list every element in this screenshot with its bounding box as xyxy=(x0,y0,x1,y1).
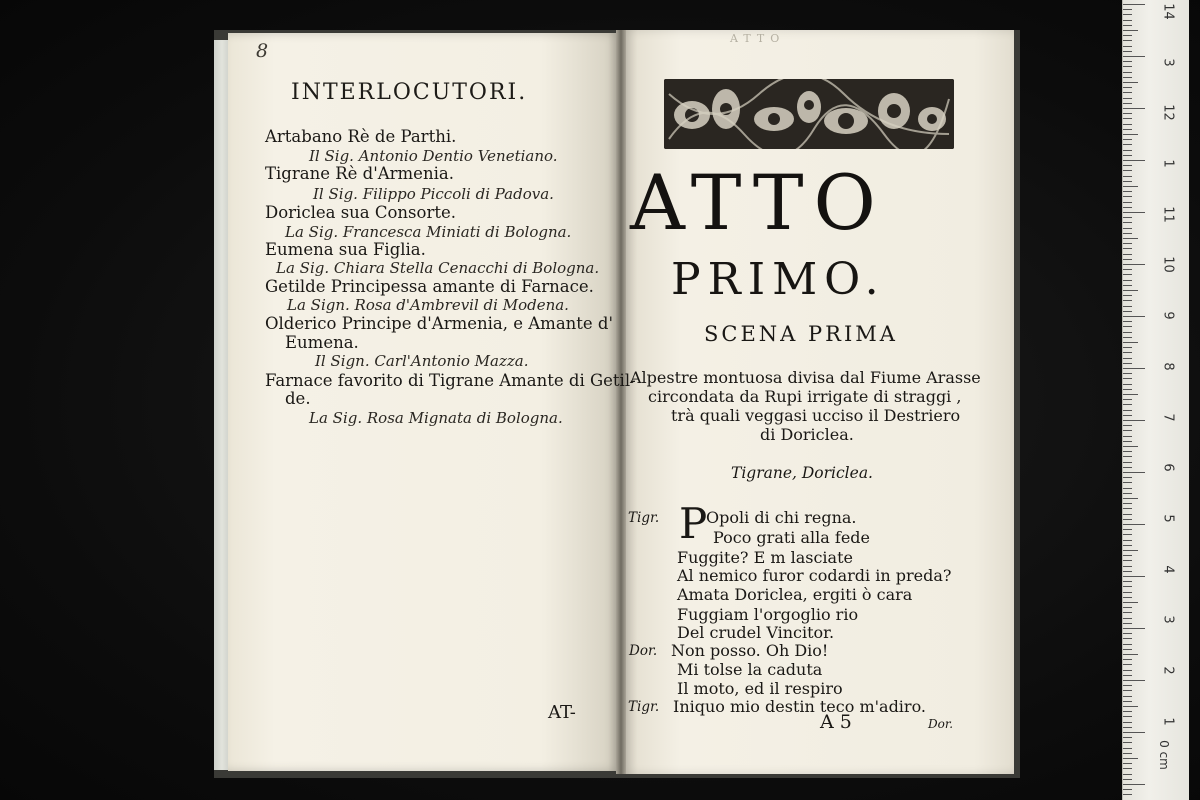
ruler-tick xyxy=(1123,72,1132,73)
woodcut-ornament xyxy=(664,79,954,149)
ruler-tick xyxy=(1123,363,1132,364)
ruler-tick xyxy=(1123,124,1132,125)
ruler-tick xyxy=(1123,311,1132,312)
ruler-tick xyxy=(1123,139,1132,140)
book-gutter xyxy=(616,30,626,774)
ruler-tick xyxy=(1123,670,1132,671)
ruler-tick xyxy=(1123,566,1132,567)
ruler-tick xyxy=(1123,280,1132,281)
ruler-label: 3 xyxy=(1160,58,1176,67)
ruler-tick xyxy=(1123,654,1138,655)
ruler-tick xyxy=(1123,482,1132,483)
cast-role: Farnace favorito di Tigrane Amante di Getil- xyxy=(265,371,636,390)
ruler-tick xyxy=(1123,420,1145,421)
ruler-tick xyxy=(1123,165,1132,166)
measurement-ruler xyxy=(1122,0,1189,800)
ruler-tick xyxy=(1123,378,1132,379)
ruler-tick xyxy=(1123,649,1132,650)
scene-description-line: di Doriclea. xyxy=(760,425,854,444)
ruler-tick xyxy=(1123,628,1145,629)
verse-line: Iniquo mio destin teco m'adiro. xyxy=(673,697,927,716)
ruler-tick xyxy=(1123,529,1132,530)
ruler-tick xyxy=(1123,61,1132,62)
ruler-tick xyxy=(1123,186,1138,187)
ruler-tick xyxy=(1123,638,1132,639)
ruler-tick xyxy=(1123,498,1138,499)
cast-actor: Il Sig. Antonio Dentio Venetiano. xyxy=(309,147,558,165)
speaker-label: Tigr. xyxy=(628,699,660,715)
ruler-tick xyxy=(1123,753,1132,754)
ruler-tick xyxy=(1123,618,1132,619)
ruler-tick xyxy=(1123,134,1138,135)
ruler-tick xyxy=(1123,269,1132,270)
ruler-tick xyxy=(1123,295,1132,296)
ruler-tick xyxy=(1123,716,1132,717)
ruler-tick xyxy=(1123,576,1145,577)
ruler-tick xyxy=(1123,92,1132,93)
ruler-tick xyxy=(1123,176,1132,177)
ruler-tick xyxy=(1123,373,1132,374)
ruler-tick xyxy=(1123,290,1138,291)
ruler-tick xyxy=(1123,399,1132,400)
drop-cap: P xyxy=(679,499,708,548)
ruler-label: 12 xyxy=(1160,104,1176,122)
ruler-tick xyxy=(1123,46,1132,47)
ruler-tick xyxy=(1123,680,1145,681)
ruler-tick xyxy=(1123,690,1132,691)
ruler-tick xyxy=(1123,737,1132,738)
ruler-tick xyxy=(1123,181,1132,182)
ruler-tick xyxy=(1123,254,1132,255)
ruler-tick xyxy=(1123,306,1132,307)
ruler-tick xyxy=(1123,763,1132,764)
ruler-tick xyxy=(1123,113,1132,114)
ruler-tick xyxy=(1123,430,1132,431)
verse-line: Opoli di chi regna. xyxy=(706,508,857,527)
ruler-tick xyxy=(1123,129,1132,130)
ruler-tick xyxy=(1123,425,1132,426)
scene-description-line: trà quali veggasi ucciso il Destriero xyxy=(671,406,961,425)
ruler-tick xyxy=(1123,337,1132,338)
ruler-tick xyxy=(1123,436,1132,437)
cast-role: Getilde Principessa amante di Farnace. xyxy=(265,277,594,296)
ruler-tick xyxy=(1123,415,1132,416)
act-title: ATTO xyxy=(630,158,886,247)
cast-actor: Il Sign. Carl'Antonio Mazza. xyxy=(315,352,529,370)
ruler-tick xyxy=(1123,108,1145,109)
ruler-tick xyxy=(1123,82,1138,83)
ruler-tick xyxy=(1123,451,1132,452)
ruler-tick xyxy=(1123,441,1132,442)
ruler-tick xyxy=(1123,446,1138,447)
ruler-tick xyxy=(1123,20,1132,21)
ruler-tick xyxy=(1123,534,1132,535)
ruler-tick xyxy=(1123,40,1132,41)
ruler-tick xyxy=(1123,404,1132,405)
ruler-tick xyxy=(1123,742,1132,743)
ruler-tick xyxy=(1123,87,1132,88)
ruler-tick xyxy=(1123,748,1132,749)
ruler-tick xyxy=(1123,410,1132,411)
ruler-tick xyxy=(1123,456,1132,457)
ruler-label: 1 xyxy=(1160,717,1176,726)
ruler-tick xyxy=(1123,779,1132,780)
ruler-tick xyxy=(1123,56,1145,57)
ruler-tick xyxy=(1123,612,1132,613)
page-number: 8 xyxy=(256,40,269,62)
ruler-tick xyxy=(1123,274,1132,275)
running-head: ATTO xyxy=(730,32,786,45)
ruler-tick xyxy=(1123,727,1132,728)
ruler-unit: 0 cm xyxy=(1156,740,1171,770)
scene-speakers: Tigrane, Doriclea. xyxy=(731,464,873,482)
ruler-tick xyxy=(1123,488,1132,489)
ruler-tick xyxy=(1123,332,1132,333)
ruler-tick xyxy=(1123,394,1138,395)
ruler-tick xyxy=(1123,467,1132,468)
cast-actor: La Sig. Francesca Miniati di Bologna. xyxy=(285,223,572,241)
verse-line: Al nemico furor codardi in preda? xyxy=(677,566,952,585)
ruler-tick xyxy=(1123,118,1132,119)
cast-role: Olderico Principe d'Armenia, e Amante d' xyxy=(265,314,614,333)
ruler-tick xyxy=(1123,207,1132,208)
ruler-label: 9 xyxy=(1160,311,1176,320)
scene-heading: SCENA PRIMA xyxy=(704,322,898,346)
ruler-tick xyxy=(1123,696,1132,697)
ruler-tick xyxy=(1123,264,1145,265)
verse-line: Fuggiam l'orgoglio rio xyxy=(677,605,859,624)
ruler-tick xyxy=(1123,768,1132,769)
cast-role-continuation: de. xyxy=(285,389,311,408)
ruler-tick xyxy=(1123,14,1132,15)
ruler-tick xyxy=(1123,352,1132,353)
ruler-tick xyxy=(1123,30,1138,31)
ruler-label: 10 xyxy=(1160,256,1176,274)
ruler-tick xyxy=(1123,472,1145,473)
ruler-tick xyxy=(1123,103,1132,104)
ruler-tick xyxy=(1123,607,1132,608)
ruler-tick xyxy=(1123,508,1132,509)
ruler-label: 1 xyxy=(1160,159,1176,168)
cast-role: Doriclea sua Consorte. xyxy=(265,203,456,222)
ruler-tick xyxy=(1123,633,1132,634)
ruler-tick xyxy=(1123,732,1145,733)
ruler-tick xyxy=(1123,384,1132,385)
ruler-label: 6 xyxy=(1160,463,1176,472)
ruler-tick xyxy=(1123,462,1132,463)
ruler-tick xyxy=(1123,326,1132,327)
ruler-tick xyxy=(1123,592,1132,593)
scene-description-line: Alpestre montuosa divisa dal Fiume Arasse xyxy=(630,368,981,387)
verse-line: Fuggite? E m lasciate xyxy=(677,548,853,567)
ruler-tick xyxy=(1123,789,1132,790)
ruler-tick xyxy=(1123,316,1145,317)
ruler-tick xyxy=(1123,259,1132,260)
ruler-label: 8 xyxy=(1160,362,1176,371)
signature-mark: A 5 xyxy=(820,711,852,733)
ruler-tick xyxy=(1123,758,1138,759)
cast-role: Artabano Rè de Parthi. xyxy=(265,127,457,146)
ruler-tick xyxy=(1123,238,1138,239)
ruler-tick xyxy=(1123,51,1132,52)
ruler-tick xyxy=(1123,300,1132,301)
ruler-tick xyxy=(1123,9,1132,10)
ruler-tick xyxy=(1123,514,1132,515)
ruler-tick xyxy=(1123,170,1132,171)
ruler-tick xyxy=(1123,342,1138,343)
ruler-tick xyxy=(1123,784,1145,785)
ruler-tick xyxy=(1123,774,1132,775)
ruler-tick xyxy=(1123,623,1132,624)
cast-actor: La Sig. Rosa Mignata di Bologna. xyxy=(309,409,563,427)
ruler-tick xyxy=(1123,545,1132,546)
ruler-tick xyxy=(1123,597,1132,598)
ruler-label: 5 xyxy=(1160,514,1176,523)
ruler-tick xyxy=(1123,555,1132,556)
cast-role: Eumena sua Figlia. xyxy=(265,240,426,259)
ruler-label: 7 xyxy=(1160,412,1176,422)
ruler-tick xyxy=(1123,222,1132,223)
ruler-tick xyxy=(1123,243,1132,244)
ruler-tick xyxy=(1123,389,1132,390)
ruler-tick xyxy=(1123,701,1132,702)
ruler-tick xyxy=(1123,675,1132,676)
ruler-tick xyxy=(1123,560,1132,561)
cast-actor: La Sig. Chiara Stella Cenacchi di Bologna. xyxy=(276,259,600,277)
ruler-tick xyxy=(1123,664,1132,665)
ruler-tick xyxy=(1123,150,1132,151)
ruler-tick xyxy=(1123,196,1132,197)
catchword: Dor. xyxy=(928,717,954,731)
ruler-tick xyxy=(1123,503,1132,504)
ruler-tick xyxy=(1123,285,1132,286)
ornament-graphic xyxy=(664,79,954,149)
cast-actor: Il Sig. Filippo Piccoli di Padova. xyxy=(313,185,554,203)
verse-line: Poco grati alla fede xyxy=(713,528,870,547)
ruler-tick xyxy=(1123,35,1132,36)
ruler-tick xyxy=(1123,66,1132,67)
ruler-tick xyxy=(1123,477,1132,478)
act-subtitle: PRIMO. xyxy=(671,254,886,305)
speaker-label: Tigr. xyxy=(628,510,660,526)
cast-heading: INTERLOCUTORI. xyxy=(291,80,528,105)
ruler-tick xyxy=(1123,581,1132,582)
ruler-tick xyxy=(1123,233,1132,234)
catchword: AT- xyxy=(548,702,576,723)
ruler-tick xyxy=(1123,706,1138,707)
ruler-tick xyxy=(1123,202,1132,203)
ruler-tick xyxy=(1123,347,1132,348)
ruler-tick xyxy=(1123,644,1132,645)
verse-line: Il moto, ed il respiro xyxy=(677,679,843,698)
ruler-tick xyxy=(1123,659,1132,660)
ruler-tick xyxy=(1123,794,1132,795)
ruler-tick xyxy=(1123,711,1132,712)
cast-role-continuation: Eumena. xyxy=(285,333,359,352)
ruler-label: 4 xyxy=(1160,564,1176,574)
cast-actor: La Sign. Rosa d'Ambrevil di Modena. xyxy=(287,296,569,314)
scene-description-line: circondata da Rupi irrigate di straggi , xyxy=(648,387,962,406)
ruler-tick xyxy=(1123,248,1132,249)
ruler-tick xyxy=(1123,550,1138,551)
ruler-tick xyxy=(1123,685,1132,686)
ruler-tick xyxy=(1123,212,1145,213)
ruler-tick xyxy=(1123,191,1132,192)
ruler-tick xyxy=(1123,722,1132,723)
ruler-tick xyxy=(1123,540,1132,541)
verse-line: Amata Doriclea, ergiti ò cara xyxy=(677,585,913,604)
cast-role: Tigrane Rè d'Armenia. xyxy=(265,164,454,183)
verse-line: Del crudel Vincitor. xyxy=(677,623,835,642)
ruler-tick xyxy=(1123,602,1138,603)
ruler-tick xyxy=(1123,524,1145,525)
ruler-tick xyxy=(1123,4,1145,5)
verse-line: Non posso. Oh Dio! xyxy=(671,641,829,660)
ruler-tick xyxy=(1123,586,1132,587)
ruler-tick xyxy=(1123,25,1132,26)
ruler-tick xyxy=(1123,144,1132,145)
ruler-label: 14 xyxy=(1160,3,1176,20)
ruler-label: 3 xyxy=(1160,615,1176,624)
ruler-tick xyxy=(1123,493,1132,494)
ruler-label: 2 xyxy=(1160,666,1176,675)
ruler-tick xyxy=(1123,217,1132,218)
ruler-tick xyxy=(1123,571,1132,572)
ruler-tick xyxy=(1123,321,1132,322)
ruler-tick xyxy=(1123,519,1132,520)
ruler-tick xyxy=(1123,358,1132,359)
ruler-tick xyxy=(1123,368,1145,369)
ruler-tick xyxy=(1123,98,1132,99)
ruler-label: 11 xyxy=(1160,205,1176,223)
speaker-label: Dor. xyxy=(629,643,658,659)
verse-line: Mi tolse la caduta xyxy=(677,660,823,679)
ruler-tick xyxy=(1123,77,1132,78)
ruler-tick xyxy=(1123,155,1132,156)
ruler-tick xyxy=(1123,228,1132,229)
ruler-tick xyxy=(1123,160,1145,161)
